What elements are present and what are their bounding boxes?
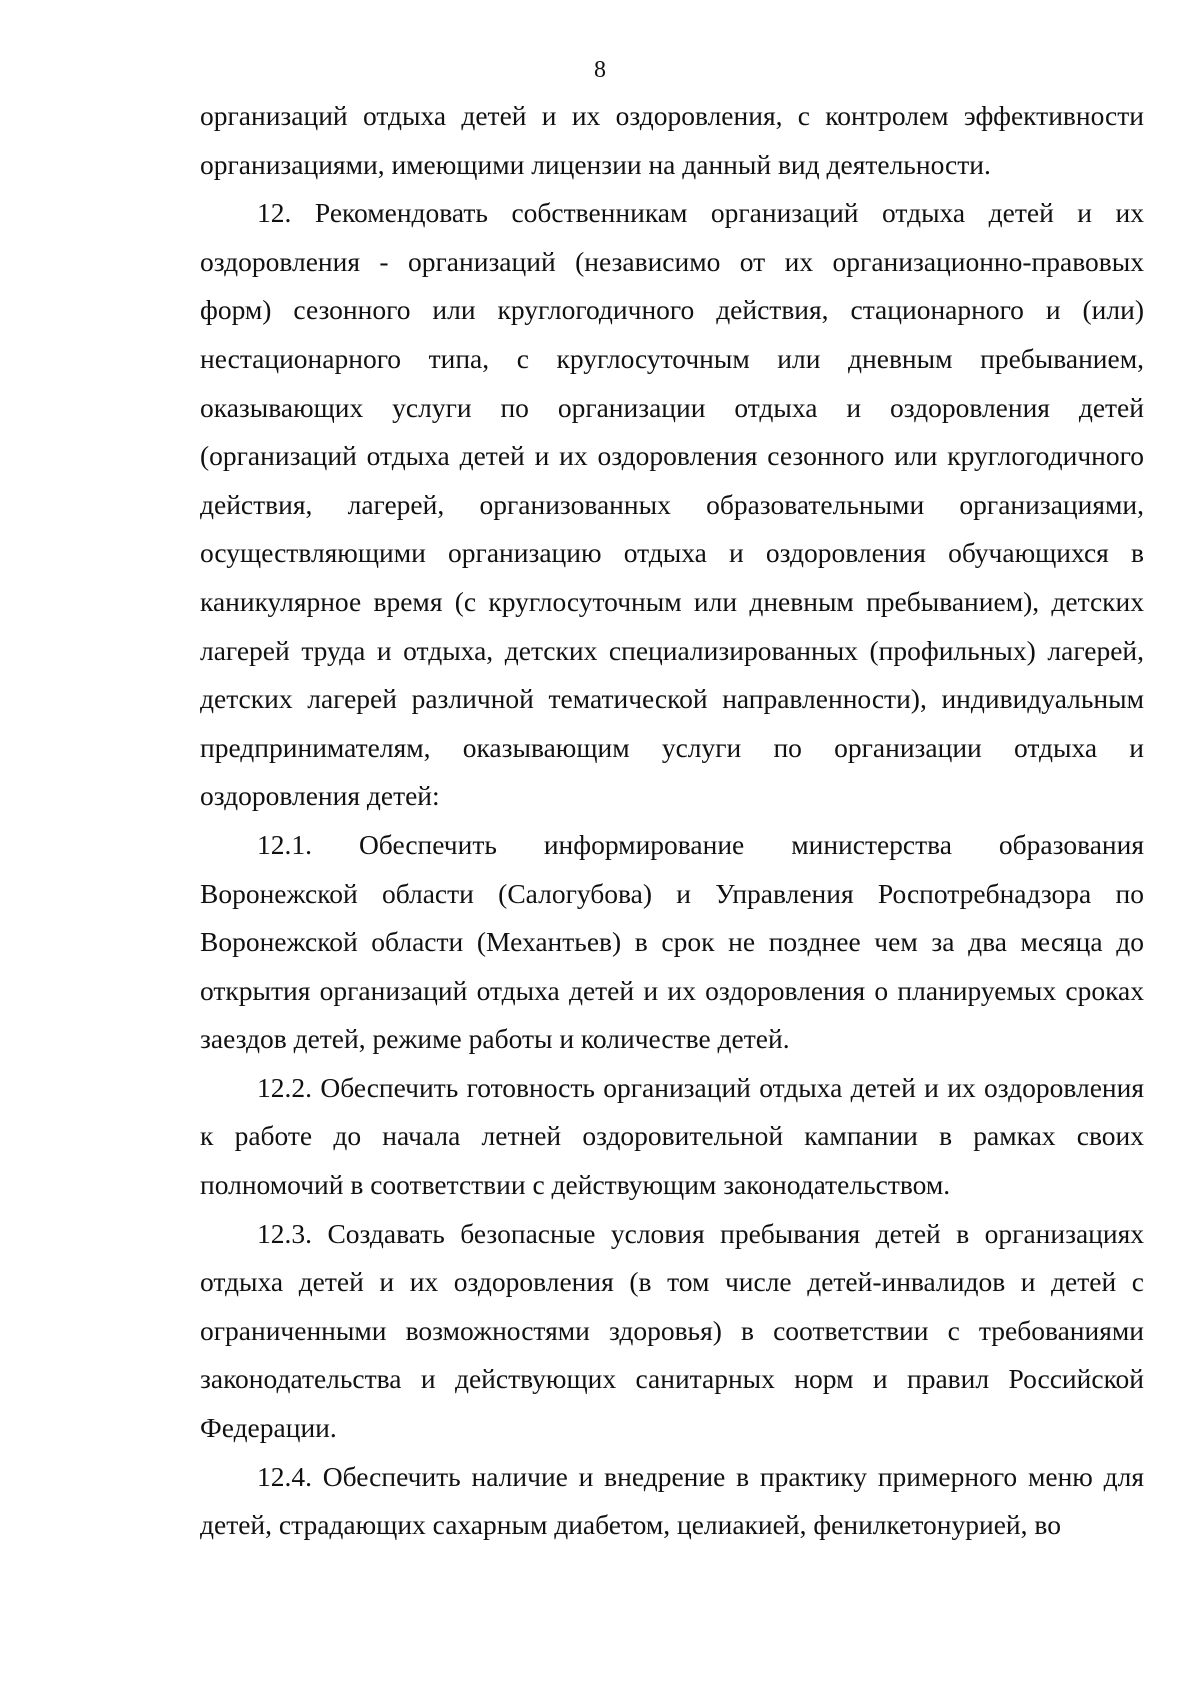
paragraph-item-12-1: 12.1. Обеспечить информирование министерства образования Воронежской области (Салогубова) и Управления Роспотребнадзора по Воронежской области (Механтьев) в срок не позднее чем за два месяца до открытия организаций отдыха детей и их оздоровления о планируемых сроках заездов детей, режиме работы и количестве детей. <box>200 828 1144 1055</box>
paragraph-item-12-3: 12.3. Создавать безопасные условия пребывания детей в организациях отдыха детей и их оздоровления (в том числе детей-инвалидов и детей с ограниченными возможностями здоровья) в соответствии с требованиями законодательства и действующих санитарных норм и правил Российской Федерации. <box>200 1217 1144 1444</box>
paragraph-item-12-4: 12.4. Обеспечить наличие и внедрение в практику примерного меню для детей, страдающих сахарным диабетом, целиакией, фенилкетонурией, во <box>200 1460 1144 1541</box>
paragraph-item-12: 12. Рекомендовать собственникам организаций отдыха детей и их оздоровления - организаций (независимо от их организационно-правовых форм) сезонного или круглогодичного действия, стационарного и (или) нестационарного типа, с круглосуточным или дневным пребыванием, оказывающих услуги по организации отдыха и оздоровления детей (организаций отдыха детей и их оздоровления сезонного или круглогодичного действия, лагерей, организованных образовательными организациями, осуществляющими организацию отдыха и оздоровления обучающихся в каникулярное время (с круглосуточным или дневным пребыванием), детских лагерей труда и отдыха, детских специализированных (профильных) лагерей, детских лагерей различной тематической направленности), индивидуальным предпринимателям, оказывающим услуги по организации отдыха и оздоровления детей: <box>200 197 1144 812</box>
paragraph-item-12-2: 12.2. Обеспечить готовность организаций отдыха детей и их оздоровления к работе до начала летней оздоровительной кампании в рамках своих полномочий в соответствии с действующим законодательством. <box>200 1071 1144 1201</box>
page-number: 8 <box>594 57 606 83</box>
document-body <box>200 92 1144 1550</box>
paragraph-continuation: организаций отдыха детей и их оздоровления, с контролем эффективности организациями, имеющими лицензии на данный вид деятельности. <box>200 100 1144 180</box>
